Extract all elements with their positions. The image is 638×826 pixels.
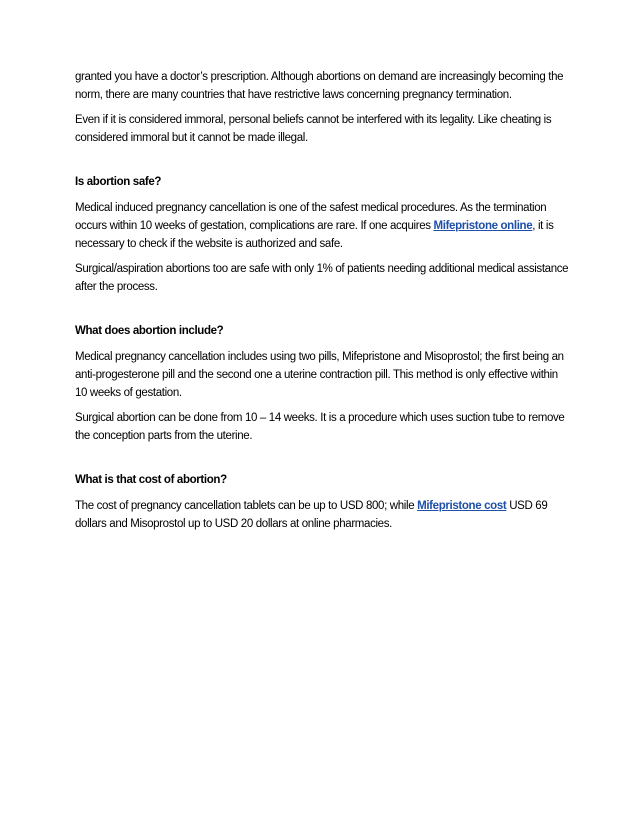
heading-abortion-safe: Is abortion safe? — [75, 176, 162, 188]
paragraph-text: , it is necessary to check if the website is authorized and safe. — [75, 220, 554, 250]
section-spacer — [75, 154, 570, 173]
paragraph-legality: Even if it is considered immoral, personal beliefs cannot be interfered with its legality. Like cheating is considered immoral but it cannot be made illegal. — [75, 114, 552, 144]
section-abortion-includes — [75, 322, 570, 445]
paragraph-medical-safety — [75, 199, 570, 253]
heading-abortion-cost: What is that cost of abortion? — [75, 474, 227, 486]
paragraph-medical-pills: Medical pregnancy cancellation includes using two pills, Mifepristone and Misoprostol; the first being an anti-progesterone pill and the second one a uterine contraction pill. This method is only effective within 10 weeks of gestation. — [75, 351, 564, 399]
heading-abortion-include: What does abortion include? — [75, 325, 224, 337]
mifepristone-online-link[interactable]: Mifepristone online — [433, 220, 533, 232]
document-body — [75, 68, 570, 540]
section-abortion-safety — [75, 173, 570, 296]
paragraph-text: The cost of pregnancy cancellation tablets can be up to USD 800; while — [75, 500, 418, 512]
paragraph-prescription: granted you have a doctor’s prescription. Although abortions on demand are increasingly becoming the norm, there are many countries that have restrictive laws concerning pregnancy termination. — [75, 71, 564, 101]
section-spacer — [75, 452, 570, 471]
paragraph-text: Medical induced pregnancy cancellation is one of the safest medical procedures. As the termination occurs within 10 weeks of gestation, complications are rare. If one acquires — [75, 202, 547, 232]
paragraph-surgical-procedure: Surgical abortion can be done from 10 – 14 weeks. It is a procedure which uses suction tube to remove the conception parts from the uterine. — [75, 412, 565, 442]
section-abortion-cost — [75, 471, 570, 533]
mifepristone-cost-link[interactable]: Mifepristone cost — [417, 500, 507, 512]
paragraph-surgical-safety: Surgical/aspiration abortions too are safe with only 1% of patients needing additional medical assistance after the process. — [75, 263, 569, 293]
paragraph-text: USD 69 dollars and Misoprostol up to USD 20 dollars at online pharmacies. — [75, 500, 548, 530]
paragraph-cost — [75, 497, 570, 533]
section-spacer — [75, 303, 570, 322]
